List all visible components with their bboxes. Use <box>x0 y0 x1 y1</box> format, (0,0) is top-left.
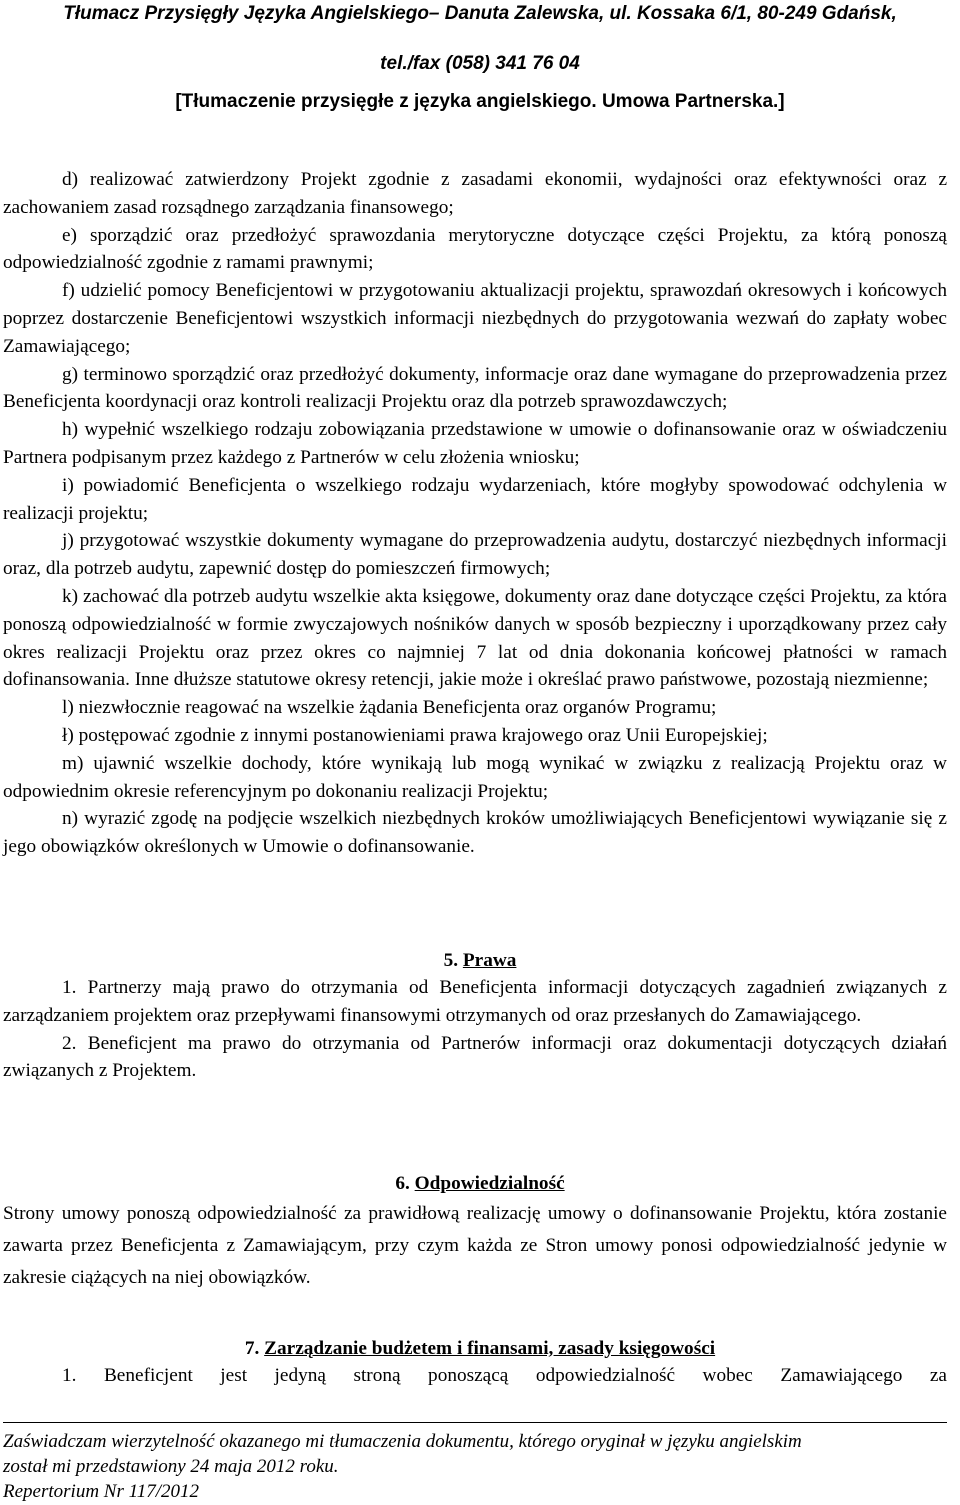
obligation-d: d) realizować zatwierdzony Projekt zgodnie z zasadami ekonomii, wydajności oraz efektywności oraz z zachowaniem zasad rozsądnego zarządzania finansowego; <box>3 169 947 218</box>
obligation-i: i) powiadomić Beneficjenta o wszelkiego rodzaju wydarzeniach, które mogłyby spowodować odchylenia w realizacji projektu; <box>3 474 947 524</box>
obligation-f: f) udzielić pomocy Beneficjentowi w przygotowaniu aktualizacji projektu, sprawozdań okresowych i końcowych poprzez dostarczenie Beneficjentowi wszystkich informacji niezbędnych do przygotowania wezwań do zapłaty wobec Zamawiającego; <box>3 280 947 357</box>
obligation-l: l) niezwłocznie reagować na wszelkie żądania Beneficjenta oraz organów Programu; <box>62 697 717 719</box>
obligation-g: g) terminowo sporządzić oraz przedłożyć dokumenty, informacje oraz dane wymagane do przeprowadzenia przez Beneficjenta koordynacji oraz kontroli realizacji Projektu oraz dla potrzeb sprawozdawczych; <box>3 363 947 413</box>
obligation-m: m) ujawnić wszelkie dochody, które wynikają lub mogą wynikać w związku z realizacją Projektu oraz w odpowiednim okresie referencyjnym po dokonaniu realizacji Projektu; <box>3 752 947 802</box>
section-7-paragraph-1: 1. Beneficjent jest jedyną stroną ponoszącą odpowiedzialność wobec Zamawiającego za <box>62 1365 947 1386</box>
translator-contact: tel./fax (058) 341 76 04 <box>380 53 580 74</box>
section-6-body <box>3 1198 947 1294</box>
section-7-heading <box>0 1335 960 1363</box>
translator-header: Tłumacz Przysięgły Języka Angielskiego– Danuta Zalewska, ul. Kossaka 6/1, 80-249 Gdańsk, <box>63 3 897 24</box>
obligations-list <box>3 166 947 861</box>
section-6-heading <box>0 1170 960 1198</box>
certification-footer <box>3 1429 947 1504</box>
section-7-number: 7. <box>244 1338 260 1359</box>
section-5-title: Prawa <box>462 950 517 971</box>
section-5-body <box>3 974 947 1085</box>
obligation-n: n) wyrazić zgodę na podjęcie wszelkich niezbędnych kroków umożliwiających Beneficjentowi wywiązanie się z jego obowiązków określonych w Umowie o dofinansowanie. <box>3 808 947 858</box>
section-6-paragraph-1: Strony umowy ponoszą odpowiedzialność za prawidłową realizację umowy o dofinansowanie Projektu, która zostanie zawarta przez Beneficjenta z Zamawiającym, przy czym każda ze Stron umowy ponosi odpowiedzialność jedynie w zakresie ciążących na niej obowiązków. <box>3 1203 947 1288</box>
obligation-l-stroke: ł) postępować zgodnie z innymi postanowieniami prawa krajowego oraz Unii Europejskiej; <box>62 724 768 746</box>
obligation-j: j) przygotować wszystkie dokumenty wymagane do przeprowadzenia audytu, dostarczyć niezbędnych informacji oraz, dla potrzeb audytu, zapewnić dostęp do pomieszczeń firmowych; <box>3 530 947 580</box>
section-5-number: 5. <box>443 950 459 971</box>
section-7-body <box>3 1362 947 1390</box>
obligation-e: e) sporządzić oraz przedłożyć sprawozdania merytoryczne dotyczące części Projektu, za którą ponoszą odpowiedzialność zgodnie z ramami prawnymi; <box>3 224 947 274</box>
section-5-heading <box>0 947 960 975</box>
certification-line-2: został mi przedstawiony 24 maja 2012 roku. <box>3 1456 339 1477</box>
section-6-number: 6. <box>395 1173 410 1194</box>
section-7-title: Zarządzanie budżetem i finansami, zasady księgowości <box>264 1338 716 1359</box>
section-5-paragraph-1: 1. Partnerzy mają prawo do otrzymania od Beneficjenta informacji dotyczących zagadnień związanych z zarządzaniem projektem oraz przepływami finansowymi otrzymanych od oraz przesłanych do Zamawiającego. <box>3 977 947 1026</box>
obligation-h: h) wypełnić wszelkiego rodzaju zobowiązania przedstawione w umowie o dofinansowanie oraz w oświadczeniu Partnera podpisanym przez każdego z Partnerów w celu złożenia wniosku; <box>3 419 947 468</box>
document-title: [Tłumaczenie przysięgłe z języka angielskiego. Umowa Partnerska.] <box>175 91 785 112</box>
repertorium-number: Repertorium Nr 117/2012 <box>3 1481 199 1502</box>
footer-divider <box>3 1422 947 1423</box>
section-6-title: Odpowiedzialność <box>414 1173 565 1194</box>
obligation-k: k) zachować dla potrzeb audytu wszelkie akta księgowe, dokumenty oraz dane dotyczące części Projektu, za która ponoszą odpowiedzialność w formie zwyczajowych nośników danych w sposób bezpieczny i uporządkowany przez cały okres realizacji Projektu oraz przez okres co najmniej 7 lat od dnia dokonania końcowej płatności w ramach dofinansowania. Inne dłuższe statutowe okresy retencji, jakie może i określać prawo państwowe, pozostają niezmienne; <box>3 585 947 691</box>
certification-line-1: Zaświadczam wierzytelność okazanego mi tłumaczenia dokumentu, którego oryginał w języku angielskim <box>3 1431 802 1452</box>
section-5-paragraph-2: 2. Beneficjent ma prawo do otrzymania od Partnerów informacji oraz dokumentacji dotyczących działań związanych z Projektem. <box>3 1032 947 1082</box>
